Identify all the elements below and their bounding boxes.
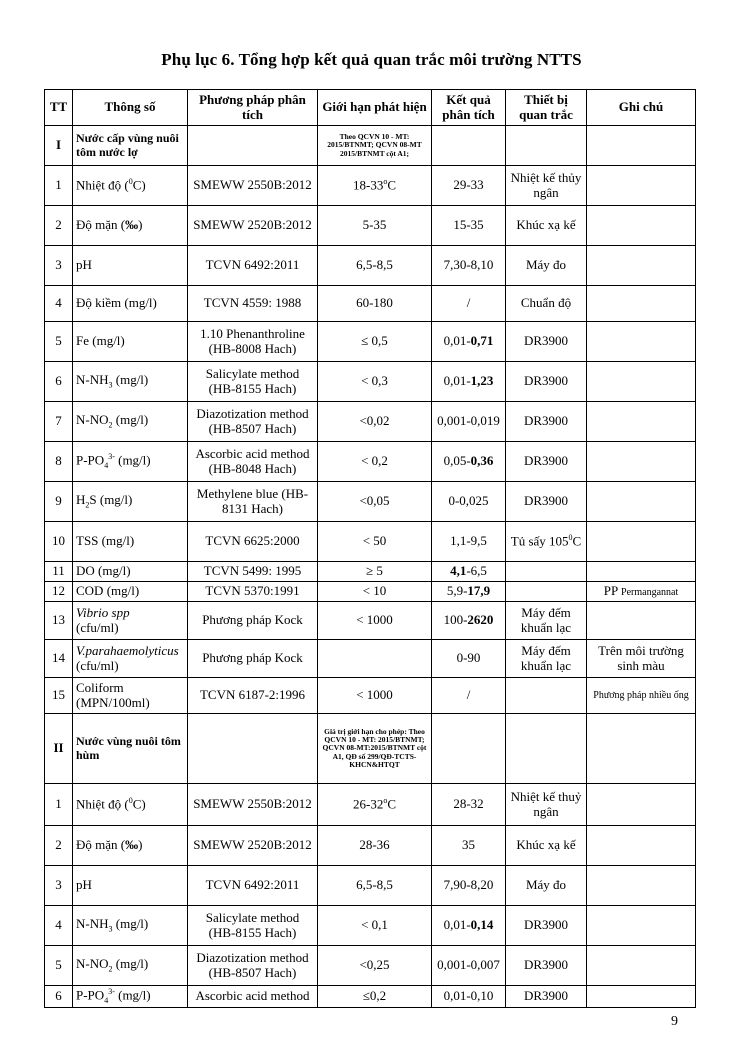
table-row: 3 pH TCVN 6492:2011 6,5-8,5 7,90-8,20 Máy đo [45, 866, 696, 906]
table-row: 6 $N-NH_3$ (mg/l) Salicylate method (HB-8155 Hach) < 0,3 0,01-1,23 DR3900 [45, 362, 696, 402]
header-note: Ghi chú [587, 90, 696, 126]
section-number: I [45, 126, 73, 166]
header-result: Kết quả phân tích [432, 90, 506, 126]
table-row: 4 Độ kiềm (mg/l) TCVN 4559: 1988 60-180 / Chuẩn độ [45, 286, 696, 322]
table-row: 10 TSS (mg/l) TCVN 6625:2000 < 50 1,1-9,5 Tủ sấy $105^0C$ [45, 522, 696, 562]
header-equipment: Thiết bị quan trắc [506, 90, 587, 126]
monitoring-results-table [44, 89, 696, 1008]
table-row: 8 $P-PO_4^{3-}$ (mg/l) Ascorbic acid method (HB-8048 Hach) < 0,2 0,05-0,36 DR3900 [45, 442, 696, 482]
table-row: 11 DO (mg/l) TCVN 5499: 1995 ≥ 5 4,1-6,5 [45, 562, 696, 582]
header-tt: TT [45, 90, 73, 126]
table-row: 5 Fe (mg/l) 1.10 Phenanthroline (HB-8008 Hach) ≤ 0,5 0,01-0,71 DR3900 [45, 322, 696, 362]
table-row: 14 V.parahaemolyticus (cfu/ml) Phương pháp Kock 0-90 Máy đếm khuẩn lạc Trên môi trường sinh màu [45, 640, 696, 678]
section-title: Nước vùng nuôi tôm hùm [73, 714, 188, 784]
table-row: 4 $N-NH_3$ (mg/l) Salicylate method (HB-8155 Hach) < 0,1 0,01-0,14 DR3900 [45, 906, 696, 946]
table-row: 1 Nhiệt độ ($^0$C) SMEWW 2550B:2012 18-33$^o$C 29-33 Nhiệt kế thủy ngân [45, 166, 696, 206]
table-row: 1 Nhiệt độ ($^0$C) SMEWW 2550B:2012 26-32$^o$C 28-32 Nhiệt kế thuỷ ngân [45, 784, 696, 826]
section-standard: Theo QCVN 10 - MT: 2015/BTNMT; QCVN 08-MT 2015/BTNMT cột A1; [318, 126, 432, 166]
table-row: 13 Vibrio spp (cfu/ml) Phương pháp Kock < 1000 100-2620 Máy đếm khuẩn lạc [45, 602, 696, 640]
section-title: Nước cấp vùng nuôi tôm nước lợ [73, 126, 188, 166]
section-row [45, 126, 696, 166]
table-row: 2 Độ mặn (‰) SMEWW 2520B:2012 5-35 15-35 Khúc xạ kế [45, 206, 696, 246]
section-standard: Giá trị giới hạn cho phép: Theo QCVN 10 - MT: 2015/BTNMT; QCVN 08-MT:2015/BTNMT cột A1, QĐ số 299/QĐ-TCTS-KHCN&HTQT [318, 714, 432, 784]
table-row: 5 $N-NO_2$ (mg/l) Diazotization method (HB-8507 Hach) <0,25 0,001-0,007 DR3900 [45, 946, 696, 986]
header-row [45, 90, 696, 126]
table-row: 7 $N-NO_2$ (mg/l) Diazotization method (HB-8507 Hach) <0,02 0,001-0,019 DR3900 [45, 402, 696, 442]
table-row: 15 Coliform (MPN/100ml) TCVN 6187-2:1996 < 1000 / Phương pháp nhiều ống [45, 678, 696, 714]
table-row: 9 $H_2S$ (mg/l) Methylene blue (HB-8131 Hach) <0,05 0-0,025 DR3900 [45, 482, 696, 522]
table-row: 6 $P-PO_4^{3-}$ (mg/l) Ascorbic acid method ≤0,2 0,01-0,10 DR3900 [45, 986, 696, 1008]
table-row: 12 COD (mg/l) TCVN 5370:1991 < 10 5,9-17,9 PP Permangannat [45, 582, 696, 602]
page-number: 9 [671, 1014, 678, 1029]
section-number: II [45, 714, 73, 784]
header-limit: Giới hạn phát hiện [318, 90, 432, 126]
section-row [45, 714, 696, 784]
header-param: Thông số [73, 90, 188, 126]
table-row: 2 Độ mặn (‰) SMEWW 2520B:2012 28-36 35 Khúc xạ kế [45, 826, 696, 866]
page-title: Phụ lục 6. Tổng hợp kết quả quan trắc môi trường NTTS [161, 50, 582, 69]
table-row: 3 pH TCVN 6492:2011 6,5-8,5 7,30-8,10 Máy đo [45, 246, 696, 286]
header-method: Phương pháp phân tích [188, 90, 318, 126]
